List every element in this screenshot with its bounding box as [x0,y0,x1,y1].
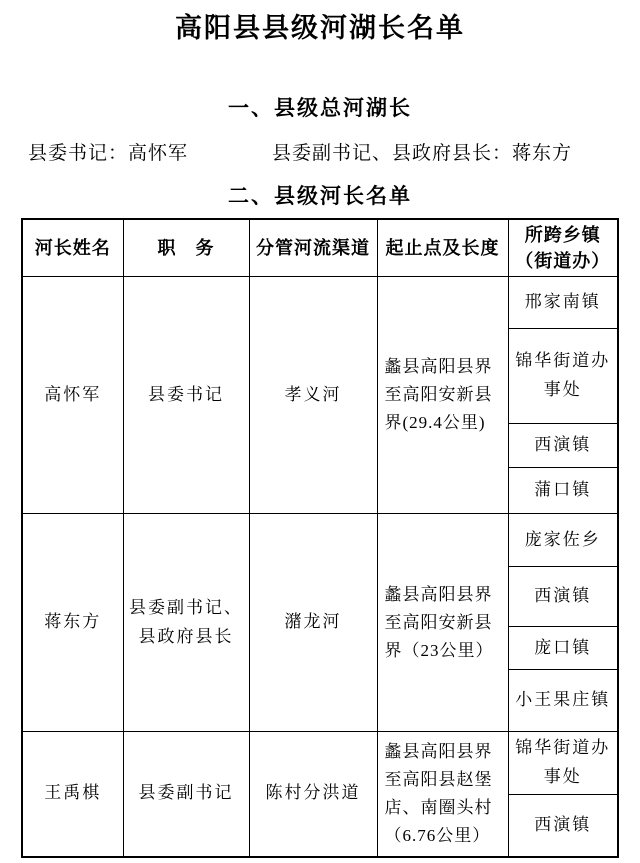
cell-extent: 蠡县高阳县界至高阳县赵堡店、南圈头村（6.76公里） [377,732,508,857]
section1-heading: 一、县级总河湖长 [228,97,412,120]
chief-right [272,138,572,165]
cell-position: 县委副书记 [123,732,249,857]
header-position: 职 务 [123,219,249,277]
cell-chief-name: 高怀军 [22,277,123,514]
table-row [22,277,618,329]
table-header-row [22,219,618,277]
cell-river: 陈村分洪道 [249,732,377,857]
header-extent: 起止点及长度 [377,219,508,277]
chief-left-label: 县委书记： [28,143,129,164]
table-row [22,514,618,567]
cell-town: 蒲口镇 [508,468,618,514]
cell-extent: 蠡县高阳县界至高阳安新县界(29.4公里) [377,277,508,514]
cell-town: 西演镇 [508,567,618,627]
cell-town: 锦华街道办事处 [508,329,618,424]
document-page [0,6,640,863]
cell-town: 西演镇 [508,424,618,468]
cell-position: 县委书记 [123,277,249,514]
header-chief-name: 河长姓名 [22,219,123,277]
chief-left [28,138,188,165]
cell-town: 小王果庄镇 [508,670,618,732]
cell-town: 庞口镇 [508,627,618,670]
river-chiefs-table [21,218,619,858]
page-title: 高阳县县级河湖长名单 [175,13,465,43]
chief-right-label: 县委副书记、县政府县长： [272,143,513,164]
cell-town: 庞家佐乡 [508,514,618,567]
header-towns: 所跨乡镇 （街道办） [508,219,618,277]
total-chiefs-line [0,138,640,165]
cell-position: 县委副书记、县政府县长 [123,514,249,732]
cell-chief-name: 王禹棋 [22,732,123,857]
cell-river: 孝义河 [249,277,377,514]
cell-river: 潴龙河 [249,514,377,732]
cell-town: 邢家南镇 [508,277,618,329]
chief-left-value: 高怀军 [128,143,189,164]
chief-right-value: 蒋东方 [512,143,573,164]
header-river: 分管河流渠道 [249,219,377,277]
cell-chief-name: 蒋东方 [22,514,123,732]
cell-town: 锦华街道办事处 [508,732,618,795]
cell-extent: 蠡县高阳县界至高阳安新县界（23公里） [377,514,508,732]
section2-heading: 二、县级河长名单 [228,185,412,208]
table-row [22,732,618,795]
cell-town: 西演镇 [508,795,618,857]
